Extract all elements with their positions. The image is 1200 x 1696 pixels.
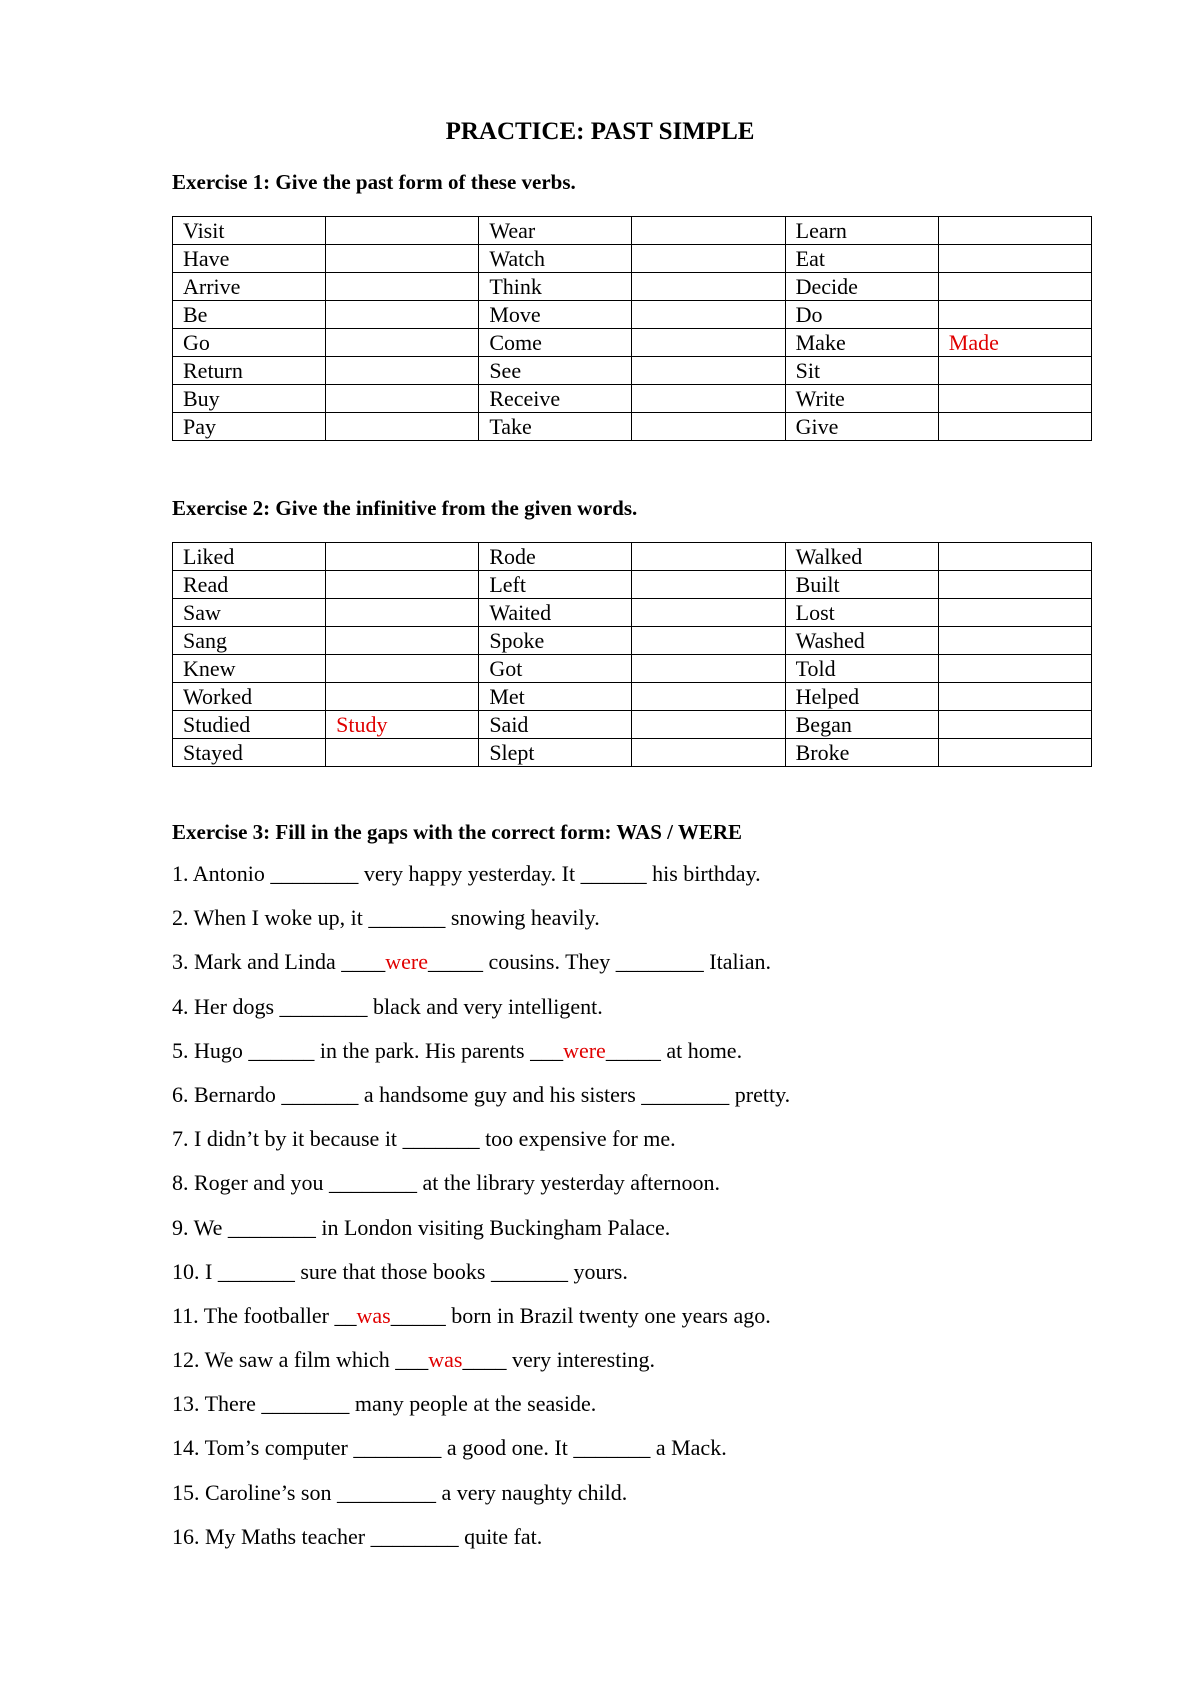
verb-cell: Eat [785,245,938,273]
sentence-item [172,948,1122,992]
answer-cell[interactable] [632,217,785,245]
verb-cell: Helped [785,683,938,711]
answer-cell[interactable] [326,329,479,357]
answer-cell[interactable] [938,571,1091,599]
table-row [173,273,1092,301]
answer-cell[interactable] [938,711,1091,739]
sentence-text: in London visiting Buckingham Palace. [315,1214,671,1240]
table-row [173,357,1092,385]
sentence-text: 6. Bernardo [172,1081,282,1107]
sentence-text: 10. I [172,1258,218,1284]
answer-cell[interactable] [326,683,479,711]
sentence-item [172,1434,1122,1478]
table-row [173,627,1092,655]
verb-cell: Got [479,655,632,683]
sentence-text: snowing heavily. [445,905,600,931]
sentence-text: quite fat. [458,1523,543,1549]
filled-answer: were [385,949,428,975]
verb-cell: Return [173,357,326,385]
answer-cell[interactable] [326,217,479,245]
sentence-text: too expensive for me. [479,1126,676,1152]
answer-gap[interactable]: ______ [580,861,647,886]
filled-answer: was [356,1302,391,1328]
answer-cell[interactable] [632,655,785,683]
table-row [173,655,1092,683]
sentence-text: 5. Hugo [172,1037,249,1063]
sentence-text: yours. [567,1258,628,1284]
answer-cell[interactable] [326,301,479,329]
verb-cell: Buy [173,385,326,413]
verb-cell: Come [479,329,632,357]
verb-cell: Built [785,571,938,599]
answer-gap[interactable]: _______ [402,1126,480,1152]
answer-gap[interactable]: _______ [281,1081,359,1107]
answer-gap[interactable]: ___ [530,1037,564,1063]
filled-answer: was [428,1347,463,1373]
sentence-text: very happy yesterday. It [358,861,581,886]
answer-cell[interactable] [326,543,479,571]
verb-cell: Go [173,329,326,357]
sentence-item [172,1523,1122,1567]
verb-cell: Broke [785,739,938,767]
verb-cell: Have [173,245,326,273]
verb-cell: Left [479,571,632,599]
sentence-item [172,1390,1122,1434]
table-row [173,217,1092,245]
answer-cell[interactable] [326,599,479,627]
table-row [173,599,1092,627]
table-row [173,543,1092,571]
verb-cell: Give [785,413,938,441]
sentence-text: 3. Mark and Linda [172,949,342,975]
answer-cell[interactable] [326,273,479,301]
sentence-text: 16. My Maths teacher [172,1523,371,1549]
verb-cell: Slept [479,739,632,767]
verb-cell: Waited [479,599,632,627]
sentence-text: 2. When I woke up, it [172,905,369,931]
sentence-item [172,904,1122,948]
answer-cell[interactable] [632,683,785,711]
sentence-text: a handsome guy and his sisters [358,1081,642,1107]
verb-cell: Sang [173,627,326,655]
answer-gap[interactable]: _______ [490,1258,568,1284]
page-title: PRACTICE: PAST SIMPLE [445,118,755,145]
answer-cell[interactable] [326,385,479,413]
table-row [173,739,1092,767]
answer-gap[interactable]: ___ [395,1347,429,1373]
answer-cell[interactable] [938,543,1091,571]
answer-gap[interactable]: ________ [329,1170,418,1196]
answer-cell[interactable] [938,217,1091,245]
verb-cell: Liked [173,543,326,571]
verb-cell: Washed [785,627,938,655]
verb-cell: Learn [785,217,938,245]
sentence-item [172,1214,1122,1258]
sentence-text: a very naughty child. [436,1479,628,1505]
exercise1-heading: Exercise 1: Give the past form of these verbs. [172,170,576,194]
verb-cell: Walked [785,543,938,571]
answer-gap[interactable]: _____ [427,949,483,975]
answer-cell[interactable] [326,245,479,273]
table-row [173,413,1092,441]
answer-gap[interactable]: ____ [462,1347,507,1373]
sentence-item [172,1169,1122,1213]
verb-cell: Wear [479,217,632,245]
sentence-item [172,1302,1122,1346]
answer-cell[interactable] [938,655,1091,683]
sentence-text: born in Brazil twenty one years ago. [445,1302,771,1328]
verb-cell: Pay [173,413,326,441]
verb-cell: Read [173,571,326,599]
sentence-text: 12. We saw a film which [172,1347,396,1373]
answer-cell[interactable] [938,301,1091,329]
answer-cell[interactable] [632,245,785,273]
verb-cell: Write [785,385,938,413]
sentence-text: Italian. [703,949,771,975]
verb-cell: Rode [479,543,632,571]
sentence-item [172,993,1122,1037]
answer-cell[interactable] [632,357,785,385]
verb-cell: Began [785,711,938,739]
answer-cell[interactable] [632,273,785,301]
table-row [173,385,1092,413]
sentence-text: cousins. They [482,949,616,975]
answer-cell[interactable]: Made [938,329,1091,357]
verb-cell: See [479,357,632,385]
sentence-text: black and very intelligent. [367,993,603,1019]
sentence-text: in the park. His parents [314,1037,531,1063]
answer-gap[interactable]: ________ [615,949,704,975]
sentence-item [172,1479,1122,1523]
verb-cell: Move [479,301,632,329]
exercise1-table [172,216,1092,441]
table-row [173,301,1092,329]
verb-cell: Be [173,301,326,329]
verb-cell: Visit [173,217,326,245]
answer-cell[interactable] [632,627,785,655]
answer-cell[interactable] [938,739,1091,767]
sentence-text: 1. Antonio [172,861,271,886]
answer-cell[interactable] [632,571,785,599]
answer-cell[interactable] [632,599,785,627]
answer-cell[interactable] [938,599,1091,627]
verb-cell: Stayed [173,739,326,767]
answer-gap[interactable]: _____ [390,1302,446,1328]
answer-cell[interactable] [938,273,1091,301]
sentence-item [172,1346,1122,1390]
sentence-text: 11. The footballer [172,1302,335,1328]
sentence-item [172,860,1122,904]
filled-answer: were [563,1037,606,1063]
answer-gap[interactable]: ________ [353,1435,442,1461]
exercise2-heading: Exercise 2: Give the infinitive from the given words. [172,496,638,520]
answer-cell[interactable] [326,739,479,767]
verb-cell: Decide [785,273,938,301]
sentence-text: a Mack. [650,1435,727,1461]
answer-cell[interactable] [632,301,785,329]
sentence-text: 9. We [172,1214,228,1240]
verb-cell: Met [479,683,632,711]
answer-cell[interactable] [326,357,479,385]
answer-cell[interactable] [938,357,1091,385]
answer-gap[interactable]: ________ [270,861,359,886]
sentence-item [172,1125,1122,1169]
answer-gap[interactable]: ______ [248,1037,315,1063]
table-row [173,571,1092,599]
sentence-text: a good one. It [441,1435,574,1461]
sentence-item [172,1037,1122,1081]
verb-cell: Said [479,711,632,739]
sentence-text: 13. There [172,1391,262,1417]
exercise2-table [172,542,1092,767]
verb-cell: Think [479,273,632,301]
sentence-item [172,1081,1122,1125]
answer-cell[interactable] [632,543,785,571]
answer-cell[interactable] [632,739,785,767]
verb-cell: Receive [479,385,632,413]
verb-cell: Sit [785,357,938,385]
answer-gap[interactable]: ________ [227,1214,316,1240]
answer-cell[interactable] [326,413,479,441]
verb-cell: Take [479,413,632,441]
verb-cell: Told [785,655,938,683]
table-row [173,329,1092,357]
sentence-text: at home. [660,1037,743,1063]
sentence-text: his birthday. [646,861,761,886]
answer-cell[interactable] [632,711,785,739]
answer-gap[interactable]: _______ [217,1258,295,1284]
answer-gap[interactable]: _______ [573,1435,651,1461]
answer-cell[interactable] [938,413,1091,441]
sentence-text: sure that those books [294,1258,491,1284]
verb-cell: Worked [173,683,326,711]
sentence-text: many people at the seaside. [349,1391,597,1417]
answer-cell[interactable] [632,385,785,413]
answer-gap[interactable]: __ [334,1302,357,1328]
table-row [173,245,1092,273]
answer-cell[interactable] [326,627,479,655]
verb-cell: Arrive [173,273,326,301]
sentence-text: 15. Caroline’s son [172,1479,337,1505]
answer-cell[interactable] [938,385,1091,413]
sentence-item [172,1258,1122,1302]
answer-cell[interactable] [326,571,479,599]
verb-cell: Do [785,301,938,329]
answer-gap[interactable]: _____ [605,1037,661,1063]
answer-gap[interactable]: ________ [261,1391,350,1417]
answer-gap[interactable]: ____ [341,949,386,975]
answer-gap[interactable]: ________ [641,1081,730,1107]
answer-gap[interactable]: _______ [368,905,446,931]
answer-cell[interactable] [938,683,1091,711]
verb-cell: Studied [173,711,326,739]
table-row [173,683,1092,711]
exercise3-heading: Exercise 3: Fill in the gaps with the correct form: WAS / WERE [172,820,743,844]
sentence-text: at the library yesterday afternoon. [417,1170,721,1196]
sentence-text: 4. Her dogs [172,993,280,1019]
answer-cell[interactable] [938,245,1091,273]
sentence-text: 7. I didn’t by it because it [172,1126,403,1152]
answer-gap[interactable]: ________ [279,993,368,1019]
verb-cell: Lost [785,599,938,627]
sentence-text: very interesting. [506,1347,655,1373]
answer-cell[interactable] [938,627,1091,655]
verb-cell: Saw [173,599,326,627]
answer-cell[interactable] [632,329,785,357]
sentence-text: 14. Tom’s computer [172,1435,354,1461]
verb-cell: Spoke [479,627,632,655]
table-row [173,711,1092,739]
sentence-text: 8. Roger and you [172,1170,330,1196]
verb-cell: Watch [479,245,632,273]
answer-cell[interactable] [326,655,479,683]
verb-cell: Make [785,329,938,357]
exercise3-sentence-list [172,860,1122,1567]
verb-cell: Knew [173,655,326,683]
answer-gap[interactable]: ________ [370,1523,459,1549]
answer-cell[interactable]: Study [326,711,479,739]
answer-cell[interactable] [632,413,785,441]
sentence-text: pretty. [729,1081,791,1107]
answer-gap[interactable]: _________ [337,1479,436,1505]
